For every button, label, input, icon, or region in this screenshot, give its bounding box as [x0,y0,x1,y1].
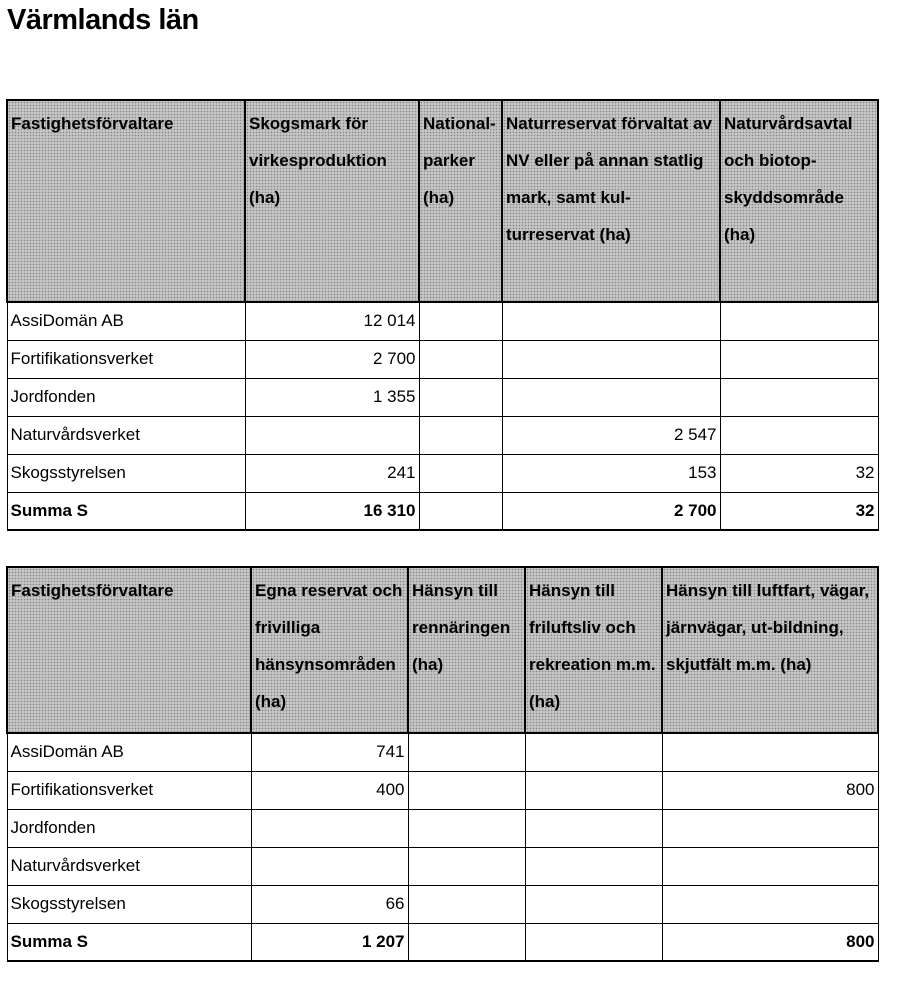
cell-value [408,847,525,885]
sum-value: 16 310 [245,492,419,530]
cell-value [525,733,662,771]
cell-value: 153 [502,454,720,492]
cell-value [419,454,502,492]
row-label: Jordfonden [7,809,251,847]
row-label: Fortifikationsverket [7,771,251,809]
table-header-row [7,567,878,733]
property-table-2 [6,566,879,962]
table-row [7,771,878,809]
table-row [7,340,878,378]
column-header-nature-reserves: Naturreservat förvaltat av NV eller på annan statlig mark, samt kul-turreservat (ha) [502,100,720,302]
sum-value: 800 [662,923,878,961]
cell-value: 66 [251,885,408,923]
column-header-national-parks: National-parker (ha) [419,100,502,302]
cell-value [251,809,408,847]
sum-value [408,923,525,961]
cell-value [525,847,662,885]
cell-value [502,302,720,340]
column-header-recreation: Hänsyn till friluftsliv och rekreation m.m. (ha) [525,567,662,733]
cell-value [662,885,878,923]
row-label: Jordfonden [7,378,245,416]
column-header-nature-agreements: Naturvårdsavtal och biotop-skyddsområde (ha) [720,100,878,302]
sum-row [7,923,878,961]
property-table-1 [6,99,879,531]
cell-value [408,885,525,923]
row-label: AssiDomän AB [7,733,251,771]
cell-value [720,340,878,378]
row-label: AssiDomän AB [7,302,245,340]
table-header-row [7,100,878,302]
column-header-manager: Fastighetsförvaltare [7,567,251,733]
table-row [7,378,878,416]
column-header-manager: Fastighetsförvaltare [7,100,245,302]
cell-value [720,416,878,454]
cell-value [408,733,525,771]
table-row [7,454,878,492]
cell-value [720,378,878,416]
table-row [7,302,878,340]
table-row [7,809,878,847]
cell-value [525,809,662,847]
cell-value: 2 700 [245,340,419,378]
cell-value: 12 014 [245,302,419,340]
cell-value [525,771,662,809]
cell-value [419,340,502,378]
table-row [7,847,878,885]
sum-value: 1 207 [251,923,408,961]
cell-value [245,416,419,454]
table-row [7,416,878,454]
row-label: Skogsstyrelsen [7,454,245,492]
cell-value: 2 547 [502,416,720,454]
sum-label: Summa S [7,923,251,961]
cell-value [419,378,502,416]
table-row [7,885,878,923]
row-label: Skogsstyrelsen [7,885,251,923]
cell-value: 241 [245,454,419,492]
cell-value: 400 [251,771,408,809]
column-header-forest-land: Skogsmark för virkesproduktion (ha) [245,100,419,302]
page-title: Värmlands län [7,4,199,36]
cell-value [662,733,878,771]
cell-value [251,847,408,885]
cell-value: 741 [251,733,408,771]
cell-value [525,885,662,923]
sum-value: 2 700 [502,492,720,530]
column-header-reindeer-husbandry: Hänsyn till rennäringen (ha) [408,567,525,733]
row-label: Fortifikationsverket [7,340,245,378]
sum-value: 32 [720,492,878,530]
cell-value [502,378,720,416]
cell-value [662,809,878,847]
cell-value: 1 355 [245,378,419,416]
table-row [7,733,878,771]
cell-value [408,771,525,809]
cell-value [720,302,878,340]
cell-value [662,847,878,885]
cell-value [419,416,502,454]
column-header-own-reserves: Egna reservat och frivilliga hänsynsområden (ha) [251,567,408,733]
sum-value [525,923,662,961]
row-label: Naturvårdsverket [7,847,251,885]
column-header-infrastructure: Hänsyn till luftfart, vägar, järnvägar, ut-bildning, skjutfält m.m. (ha) [662,567,878,733]
row-label: Naturvårdsverket [7,416,245,454]
cell-value [408,809,525,847]
cell-value: 32 [720,454,878,492]
cell-value: 800 [662,771,878,809]
cell-value [419,302,502,340]
cell-value [502,340,720,378]
sum-row [7,492,878,530]
sum-value [419,492,502,530]
sum-label: Summa S [7,492,245,530]
